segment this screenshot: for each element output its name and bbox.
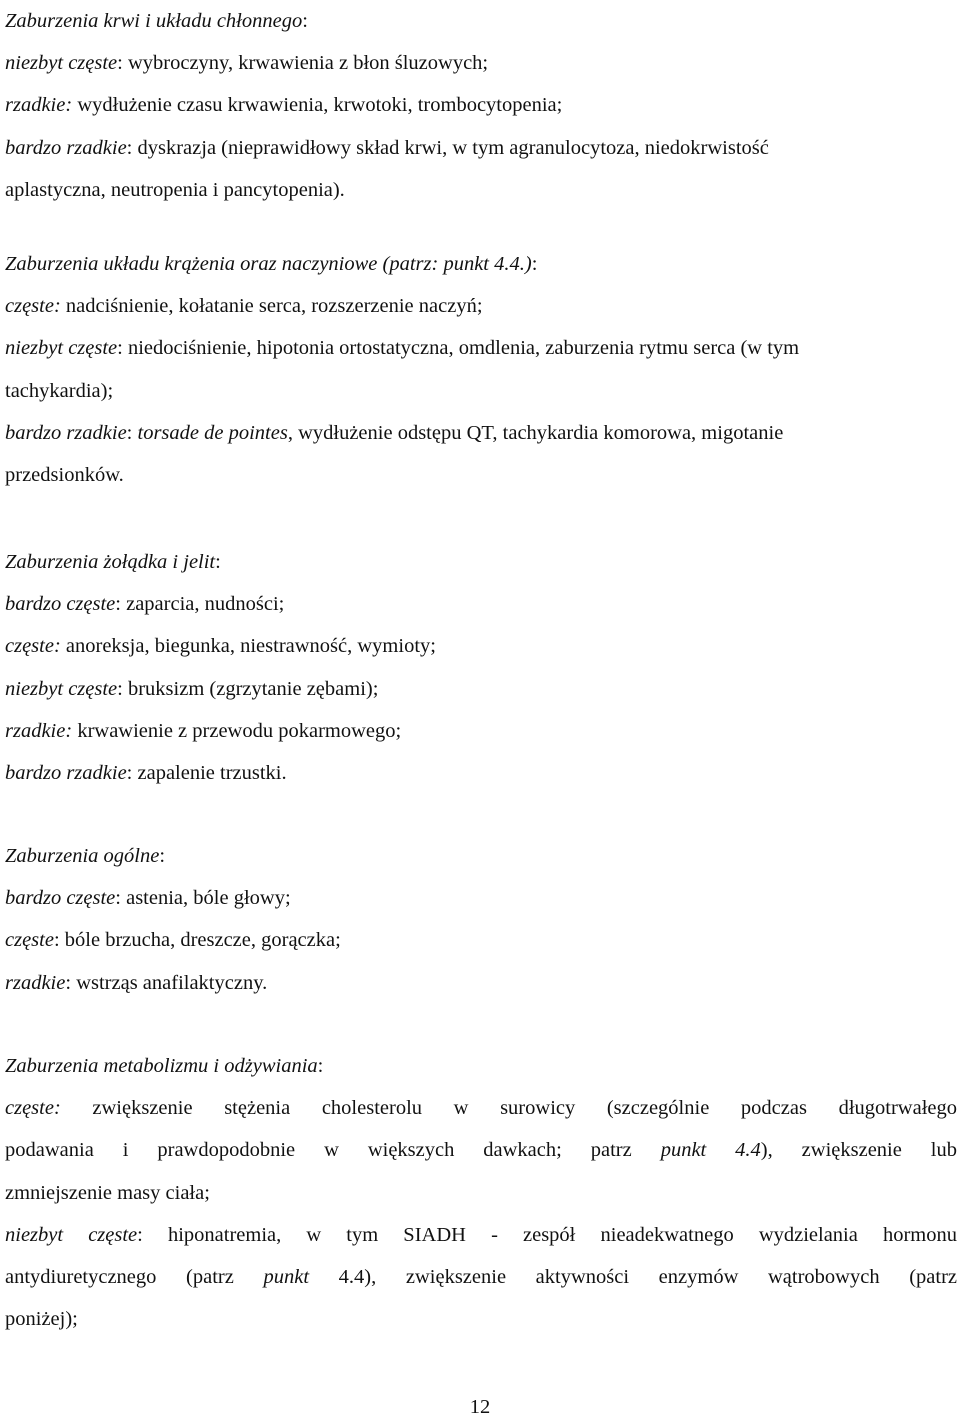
section-heading: Zaburzenia układu krążenia oraz naczyniowe (patrz: punkt 4.4.): — [5, 253, 538, 275]
list-item-continuation: tachykardia); — [5, 379, 114, 402]
section-metabolism — [5, 1045, 957, 1340]
section-gastrointestinal — [5, 541, 957, 794]
list-item-continuation: poniżej); — [5, 1308, 78, 1331]
list-item: niezbyt częste: niedociśnienie, hipotonia ortostatyczna, omdlenia, zaburzenia rytmu serca (w tym — [5, 337, 800, 360]
section-blood-lymph — [5, 0, 957, 211]
list-item: rzadkie: krwawienie z przewodu pokarmowego; — [5, 719, 402, 742]
list-item: bardzo częste: zaparcia, nudności; — [5, 593, 285, 616]
section-heading: Zaburzenia metabolizmu i odżywiania: — [5, 1055, 324, 1077]
list-item: bardzo częste: astenia, bóle głowy; — [5, 887, 291, 910]
section-heading: Zaburzenia żołądka i jelit: — [5, 551, 221, 573]
section-heading: Zaburzenia krwi i układu chłonnego: — [5, 10, 308, 32]
list-item: częste: bóle brzucha, dreszcze, gorączka; — [5, 929, 341, 952]
list-item-continuation: zmniejszenie masy ciała; — [5, 1181, 210, 1204]
list-item: rzadkie: wstrząs anafilaktyczny. — [5, 971, 268, 994]
section-circulatory — [5, 243, 957, 496]
list-item-continuation: podawania i prawdopodobnie w większych dawkach; patrz punkt 4.4), zwiększenie lub — [5, 1139, 957, 1162]
list-item: bardzo rzadkie: torsade de pointes, wydłużenie odstępu QT, tachykardia komorowa, migotanie — [5, 421, 784, 444]
list-item: częste: zwiększenie stężenia cholesterolu w surowicy (szczególnie podczas długotrwałego — [5, 1097, 957, 1120]
list-item: niezbyt częste: bruksizm (zgrzytanie zębami); — [5, 677, 379, 700]
list-item: niezbyt częste: wybroczyny, krwawienia z błon śluzowych; — [5, 52, 489, 75]
list-item-continuation: przedsionków. — [5, 463, 124, 486]
list-item: rzadkie: wydłużenie czasu krwawienia, krwotoki, trombocytopenia; — [5, 94, 563, 117]
list-item: niezbyt częste: hiponatremia, w tym SIADH - zespół nieadekwatnego wydzielania hormonu — [5, 1223, 957, 1246]
page-number: 12 — [469, 1396, 491, 1418]
list-item: bardzo rzadkie: dyskrazja (nieprawidłowy skład krwi, w tym agranulocytoza, niedokrwistość — [5, 136, 769, 159]
list-item: bardzo rzadkie: zapalenie trzustki. — [5, 761, 287, 784]
section-general — [5, 835, 957, 1004]
list-item-continuation: antydiuretycznego (patrz punkt 4.4), zwiększenie aktywności enzymów wątrobowych (patrz — [5, 1265, 958, 1288]
list-item-continuation: aplastyczna, neutropenia i pancytopenia). — [5, 178, 345, 201]
list-item: częste: anoreksja, biegunka, niestrawność, wymioty; — [5, 635, 436, 658]
list-item: częste: nadciśnienie, kołatanie serca, rozszerzenie naczyń; — [5, 295, 483, 318]
section-heading: Zaburzenia ogólne: — [5, 845, 166, 867]
